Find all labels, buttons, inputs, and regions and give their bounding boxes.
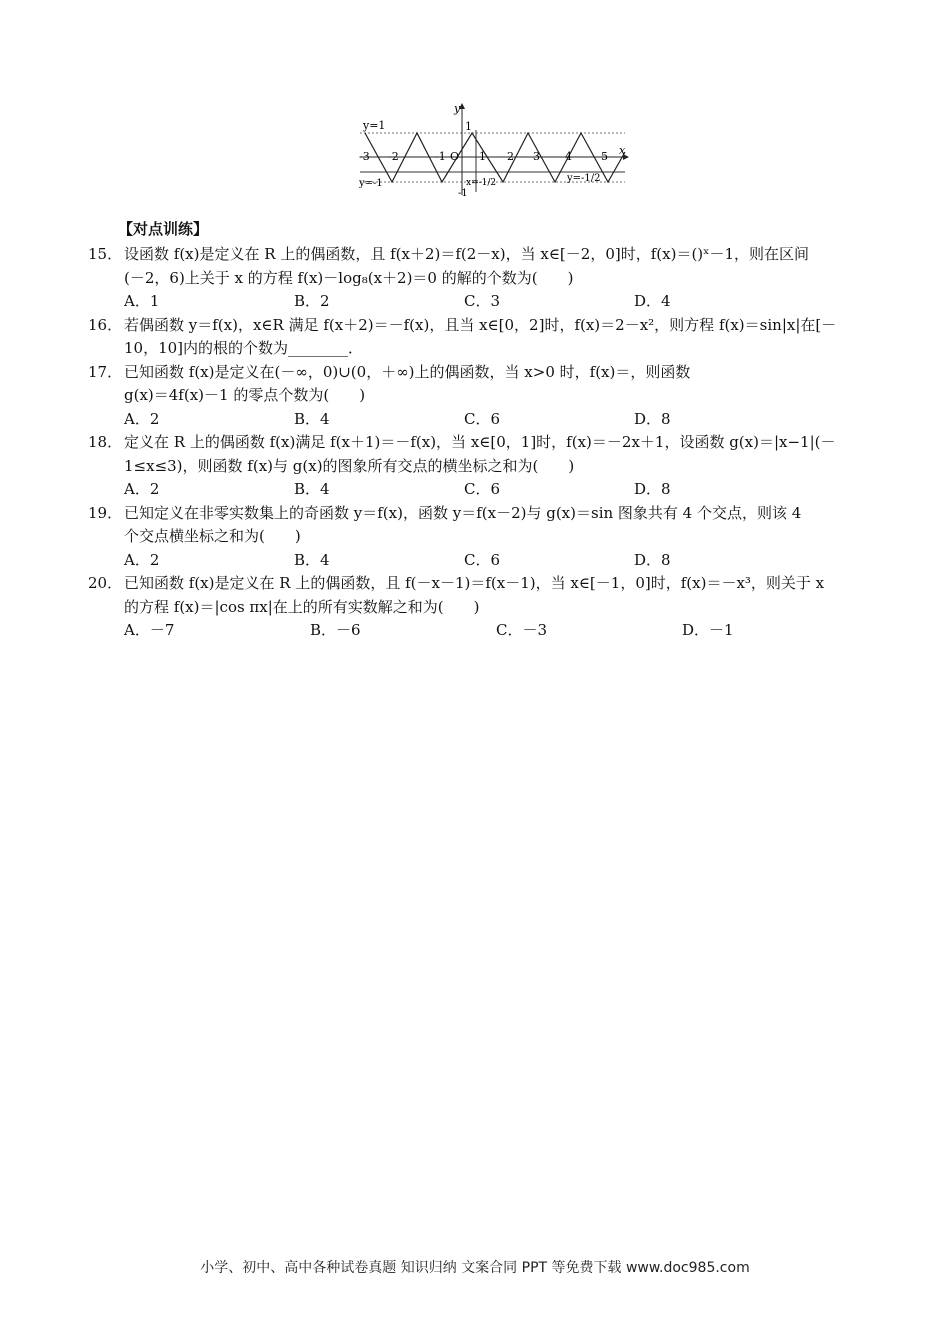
problem-line: 若偶函数 y＝f(x)，x∈R 满足 f(x＋2)＝－f(x)，且当 x∈[0，2]时，f(x)＝2－x²，则方程 f(x)＝sin|x|在[－ [124, 315, 837, 334]
label-negone: -1 [458, 188, 468, 199]
problem-line: 10，10]内的根的个数为________． [124, 339, 364, 357]
label-yneg1: y=-1 [359, 178, 383, 189]
section-title: 【对点训练】 [118, 220, 209, 238]
problem-line: 已知函数 f(x)是定义在(－∞，0)∪(0，＋∞)上的偶函数，当 x>0 时，f(x)＝，则函数 [124, 362, 691, 381]
problem-line: (－2，6)上关于 x 的方程 f(x)－log₈(x＋2)＝0 的解的个数为( ) [124, 268, 574, 287]
label-x-axis: x [619, 144, 626, 157]
option-a: A．－7 [124, 621, 175, 639]
problem-18 [88, 431, 868, 502]
option-c: C．6 [464, 409, 501, 428]
tick-neg3: -3 [359, 150, 370, 163]
problem-number: 18． [88, 433, 123, 451]
problem-line: 个交点横坐标之和为( ) [124, 527, 301, 545]
tick-neg1: -1 [435, 150, 446, 163]
label-y1: y=1 [363, 119, 386, 132]
option-b: B．4 [294, 480, 330, 498]
option-b: B．2 [294, 292, 330, 310]
problem-line: 已知定义在非零实数集上的奇函数 y＝f(x)，函数 y＝f(x－2)与 g(x)＝sin 图象共有 4 个交点，则该 4 [124, 503, 802, 522]
problem-number: 15． [88, 245, 123, 263]
problem-number: 17． [88, 362, 123, 381]
problem-number: 19． [88, 503, 123, 522]
option-a: A．2 [124, 409, 160, 428]
option-d: D．8 [634, 409, 671, 428]
options [88, 619, 868, 643]
footer-banner: 小学、初中、高中各种试卷真题 知识归纳 文案合同 PPT 等免费下载 www.doc985.com [200, 1260, 750, 1276]
option-a: A．2 [124, 480, 160, 498]
problem-16 [88, 314, 868, 361]
problem-20 [88, 572, 868, 643]
problem-line: 的方程 f(x)＝|cos πx|在上的所有实数解之和为( ) [124, 597, 480, 616]
problem-number: 20． [88, 574, 123, 592]
problem-line: 设函数 f(x)是定义在 R 上的偶函数，且 f(x＋2)＝f(2－x)，当 x∈[－2，0]时，f(x)＝()ˣ－1，则在区间 [124, 245, 810, 263]
tick-2: 2 [507, 150, 514, 163]
label-yneghalf: y=-1/2 [567, 173, 601, 184]
option-c: C．6 [464, 550, 501, 569]
problem-line: 1≤x≤3)，则函数 f(x)与 g(x)的图象所有交点的横坐标之和为( ) [124, 456, 575, 475]
option-b: B．－6 [310, 621, 361, 639]
problem-list [88, 243, 868, 643]
tick-1: 1 [479, 150, 486, 163]
tick-3: 3 [533, 150, 540, 163]
option-b: B．4 [294, 409, 330, 428]
options [88, 549, 868, 573]
tick-origin: O [450, 150, 460, 163]
option-a: A．1 [124, 292, 160, 310]
problem-line: g(x)＝4f(x)－1 的零点个数为( ) [124, 386, 366, 404]
option-c: C．－3 [496, 621, 548, 639]
problem-15 [88, 243, 868, 314]
label-xeq: x=-1/2 [466, 178, 497, 188]
label-one: 1 [465, 120, 472, 133]
option-d: D．－1 [682, 621, 734, 639]
option-d: D．4 [634, 292, 671, 310]
option-a: A．2 [124, 550, 160, 569]
option-c: C．3 [464, 292, 501, 310]
options [88, 290, 868, 314]
tick-neg2: -2 [388, 150, 399, 163]
option-d: D．8 [634, 480, 671, 498]
problem-19 [88, 502, 868, 573]
problem-line: 定义在 R 上的偶函数 f(x)满足 f(x＋1)＝－f(x)，当 x∈[0，1]时，f(x)＝－2x＋1，设函数 g(x)＝|x−1|(－ [124, 433, 836, 451]
option-c: C．6 [464, 480, 501, 498]
problem-number: 16． [88, 315, 123, 334]
options [88, 478, 868, 502]
problem-line: 已知函数 f(x)是定义在 R 上的偶函数，且 f(－x－1)＝f(x－1)，当 x∈[－1，0]时，f(x)＝－x³，则关于 x [124, 574, 825, 592]
tick-4: 4 [565, 150, 572, 163]
tick-5: 5 [601, 150, 608, 163]
option-b: B．4 [294, 550, 330, 569]
options [88, 408, 868, 432]
label-y-axis: y [454, 102, 461, 115]
problem-17 [88, 361, 868, 432]
periodic-function-graph [355, 100, 630, 200]
option-d: D．8 [634, 550, 671, 569]
